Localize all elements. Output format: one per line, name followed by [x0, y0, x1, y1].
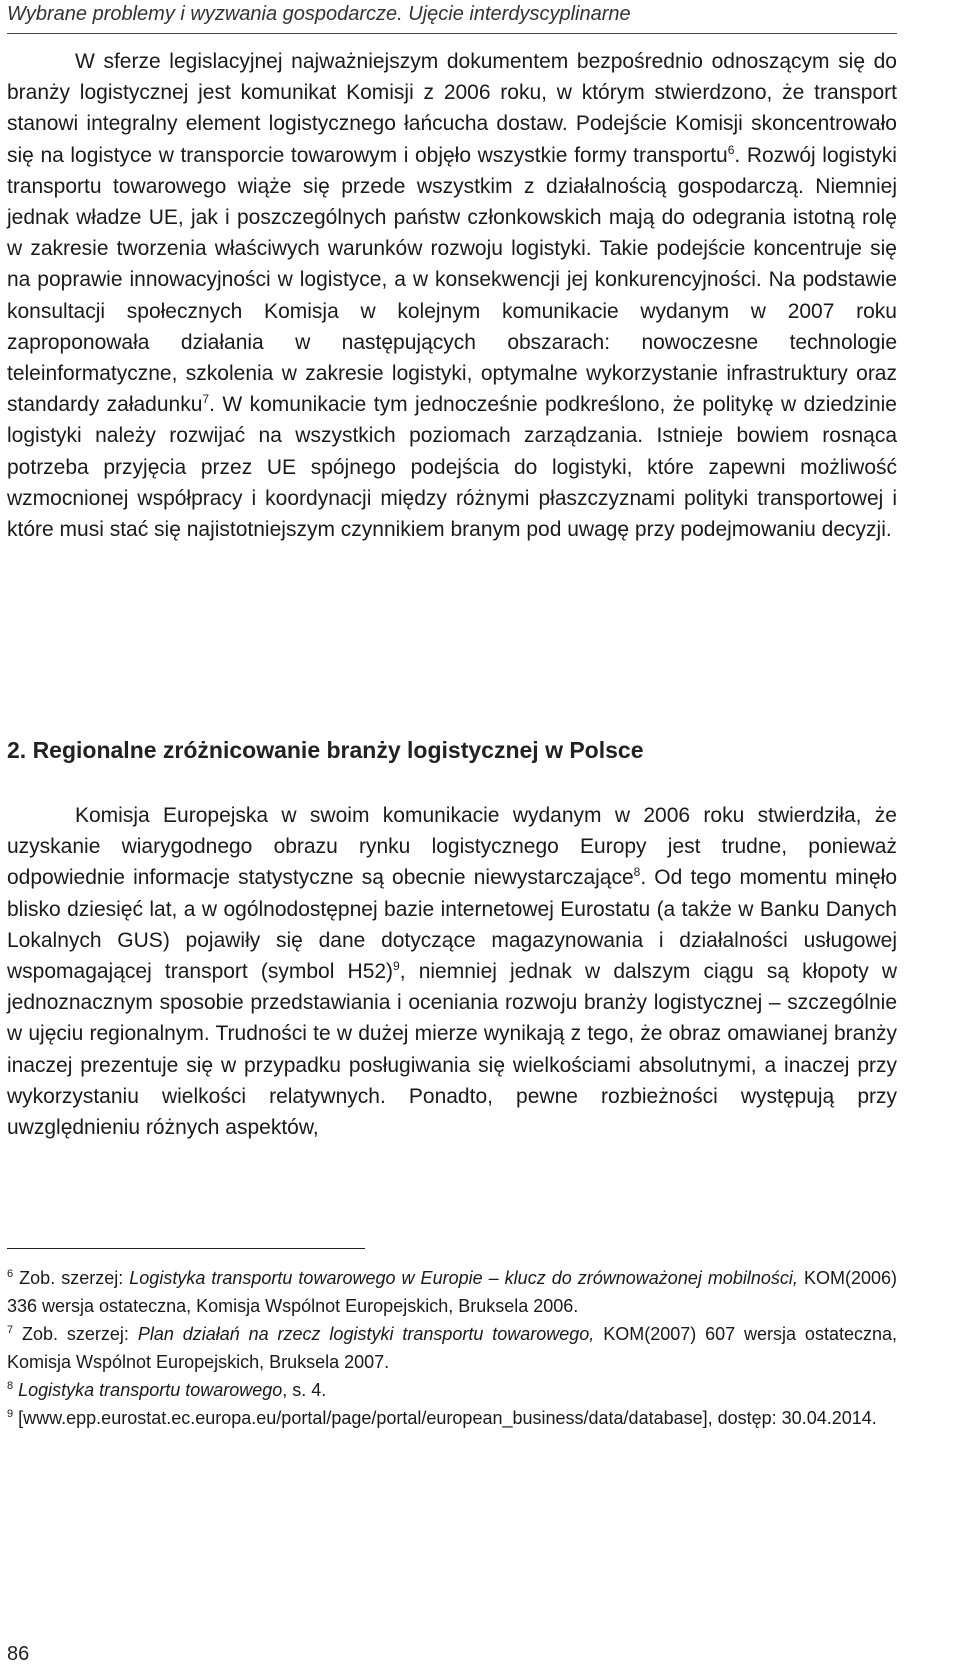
running-header: Wybrane problemy i wyzwania gospodarcze. Ujęcie interdyscyplinarne [7, 3, 631, 25]
footnote-number: 7 [7, 1324, 14, 1336]
footnote-number: 8 [7, 1380, 14, 1392]
footnote-number: 9 [7, 1408, 14, 1420]
footnote-prefix: Zob. szerzej: [22, 1324, 138, 1344]
paragraph-part: W sferze legislacyjnej najważniejszym dokumentem bezpośrednio odnoszącym się do branży logistycznej jest komunikat Komisji z 2006 roku, w którym stwierdzono, że transport stanowi integralny element logistycznego łańcucha dostaw. Podejście Komisji skoncentrowało się na logistyce w transporcie towarowym i objęło wszystkie formy transportu [7, 50, 897, 167]
paragraph-text [7, 46, 897, 545]
footnote-6 [7, 1264, 897, 1320]
paragraph-part: , niemniej jednak w dalszym ciągu są kłopoty w jednoznacznym sposobie przedstawiania i oceniania rozwoju branży logistycznej – szczególnie w ujęciu regionalnym. Trudności te w dużej mierze wynikają z tego, że obraz omawianej branży inaczej prezentuje się w przypadku posługiwania się wielkościami absolutnymi, a inaczej przy wykorzystaniu wielkości relatywnych. Ponadto, pewne rozbieżności występują przy uwzględnieniu różnych aspektów, [7, 960, 897, 1140]
footnote-9 [7, 1404, 897, 1432]
footnote-rest: KOM(2007) 607 wersja ostateczna, Komisja Wspólnot Europejskich, Bruksela 2007. [7, 1324, 897, 1372]
footnote-rest: , s. 4. [282, 1380, 327, 1400]
footnote-prefix: Zob. szerzej: [19, 1268, 130, 1288]
footnotes [7, 1264, 897, 1432]
footnote-separator [7, 1248, 365, 1249]
paragraph-regional [7, 800, 897, 1143]
header-rule [7, 33, 897, 34]
section-heading: 2. Regionalne zróżnicowanie branży logistycznej w Polsce [7, 737, 644, 763]
footnote-title: Logistyka transportu towarowego [18, 1380, 283, 1400]
footnote-ref-6[interactable]: 6 [727, 142, 735, 157]
paragraph-part: . Rozwój logistyki transportu towarowego wiąże się przede wszystkim z działalnością gospodarczą. Niemniej jednak władze UE, jak i poszczególnych państw członkowskich mają do odegrania istotną rolę w zakresie tworzenia właściwych warunków rozwoju logistyki. Takie podejście koncentruje się na poprawie innowacyjności w logistyce, a w konsekwencji jej konkurencyjności. Na podstawie konsultacji społecznych Komisja w kolejnym komunikacie wydanym w 2007 roku zaproponowała działania w następujących obszarach: nowoczesne technologie teleinformatyczne, szkolenia w zakresie logistyki, optymalne wykorzystanie infrastruktury oraz standardy załadunku [7, 143, 897, 417]
footnote-link[interactable]: [www.epp.eurostat.ec.europa.eu/portal/page/portal/european_business/data/database], dostęp: 30.04.2014. [18, 1408, 877, 1428]
footnote-rest: KOM(2006) 336 wersja ostateczna, Komisja Wspólnot Europejskich, Bruksela 2006. [7, 1268, 897, 1316]
paragraph-part: . Od tego momentu minęło blisko dziesięć lat, a w ogólnodostępnej bazie internetowej Eurostatu (a także w Banku Danych Lokalnych GUS) pojawiły się dane dotyczące magazynowania i działalności usługowej wspomagającej transport (symbol H52) [7, 866, 897, 984]
footnote-ref-9[interactable]: 9 [393, 959, 400, 974]
footnote-ref-7[interactable]: 7 [202, 392, 210, 407]
footnote-8 [7, 1376, 897, 1404]
footnote-7 [7, 1320, 897, 1376]
footnote-number: 6 [7, 1268, 14, 1280]
page-number: 86 [7, 1643, 30, 1665]
paragraph-text [7, 800, 897, 1143]
footnote-title: Logistyka transportu towarowego w Europie – klucz do zrównoważonej mobilności, [129, 1268, 798, 1288]
footnote-title: Plan działań na rzecz logistyki transportu towarowego, [137, 1324, 595, 1344]
paragraph-legislation [7, 46, 897, 545]
paragraph-part: Komisja Europejska w swoim komunikacie wydanym w 2006 roku stwierdziła, że uzyskanie wiarygodnego obrazu rynku logistycznego Europy jest trudne, ponieważ odpowiednie informacje statystyczne są obecnie niewystarczające [7, 804, 897, 890]
paragraph-part: . W komunikacie tym jednocześnie podkreślono, że politykę w dziedzinie logistyki należy rozwijać na wszystkich poziomach zarządzania. Istnieje bowiem rosnąca potrzeba przyjęcia przez UE spójnego podejścia do logistyki, które zapewni możliwość wzmocnionej współpracy i koordynacji między różnymi płaszczyznami polityki transportowej i które musi stać się najistotniejszym czynnikiem branym pod uwagę przy podejmowaniu decyzji. [7, 393, 897, 542]
footnote-ref-8[interactable]: 8 [633, 865, 641, 880]
